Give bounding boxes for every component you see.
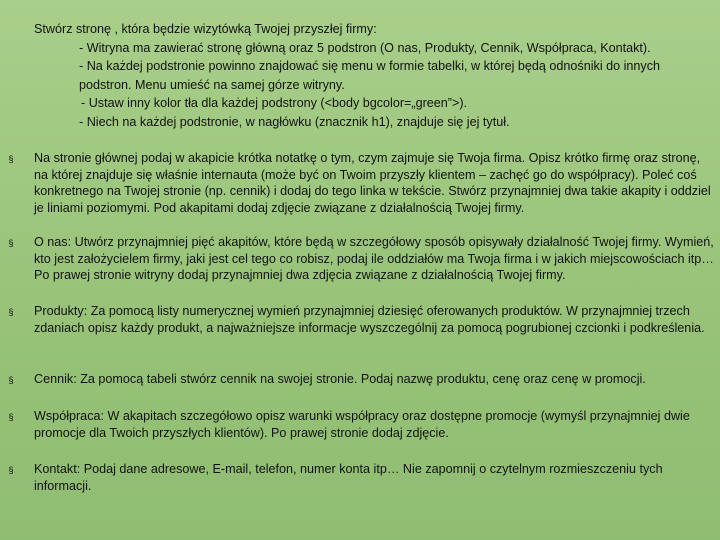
bullet-item-cooperation xyxy=(6,408,716,441)
intro-title: Stwórz stronę , która będzie wizytówką Twojej przyszłej firmy: xyxy=(34,22,377,36)
intro-line-1: - Witryna ma zawierać stronę główną oraz 5 podstron (O nas, Produkty, Cennik, Współpraca, Kontakt). xyxy=(79,40,651,55)
bullet-marker-icon: § xyxy=(8,412,14,422)
bullet-marker-icon: § xyxy=(8,465,14,475)
bullet-item-contact xyxy=(6,461,716,494)
bullet-text: Współpraca: W akapitach szczegółowo opisz warunki współpracy oraz dostępne promocje (wymyśl przynajmniej dwie promocje dla Twoich przyszłych klientów). Po prawej stronie dodaj zdjęcie. xyxy=(34,409,690,440)
bullet-marker-icon: § xyxy=(8,307,14,317)
bullet-marker-icon: § xyxy=(8,375,14,385)
bullet-text: O nas: Utwórz przynajmniej pięć akapitów, które będą w szczegółowy sposób opisywały działalność Twojej firmy. Wymień, kto jest założycielem firmy, jaki jest cel tego co robisz, podaj ile oddziałów ma Twoja firma i w jakich miejscowościach itp… Po prawej stronie witryny dodaj przynajmniej dwa zdjęcia związane z działalnością Twojej firmy. xyxy=(34,235,714,283)
intro-block xyxy=(34,20,704,131)
intro-line-4: - Niech na każdej podstronie, w nagłówku (znacznik h1), znajduje się jej tytuł. xyxy=(79,114,510,129)
bullet-item-home xyxy=(6,150,716,216)
bullet-text: Kontakt: Podaj dane adresowe, E-mail, telefon, numer konta itp… Nie zapomnij o czytelnym rozmieszczeniu tych informacji. xyxy=(34,462,663,493)
bullet-item-products xyxy=(6,303,716,336)
bullet-text: Produkty: Za pomocą listy numerycznej wymień przynajmniej dziesięć oferowanych produktów. W przynajmniej trzech zdaniach opisz każdy produkt, a najważniejsze informacje wyszczególnij za pomocą pogrubionej czcionki i podkreślenia. xyxy=(34,304,705,335)
bullet-item-pricing xyxy=(6,371,716,388)
bullet-text: Na stronie głównej podaj w akapicie krótka notatkę o tym, czym zajmuje się Twoja firma. Opisz krótko firmę oraz stronę, na której znajduje się właśnie internauta (może być on Twoim przyszły klientem – zachęć go do współpracy). Poleć coś konkretnego na Twojej stronie (np. cennik) i dodaj do tego linka w tekście. Stwórz przynajmniej dwa takie akapity i oddziel je liniami poziomymi. Pod akapitami dodaj zdjęcie związane z działalnością Twojej firmy. xyxy=(34,151,711,215)
bullet-marker-icon: § xyxy=(8,154,14,164)
bullet-text: Cennik: Za pomocą tabeli stwórz cennik na swojej stronie. Podaj nazwę produktu, cenę oraz cenę w promocji. xyxy=(34,372,646,386)
intro-line-2: - Na każdej podstronie powinno znajdować się menu w formie tabelki, w której będą odnośniki do innych podstron. Menu umieść na samej górze witryny. xyxy=(79,59,661,92)
bullet-marker-icon: § xyxy=(8,238,14,248)
bullet-item-about xyxy=(6,234,716,284)
intro-line-3: - Ustaw inny kolor tła dla każdej podstrony (<body bgcolor=„green”>). xyxy=(81,96,468,110)
